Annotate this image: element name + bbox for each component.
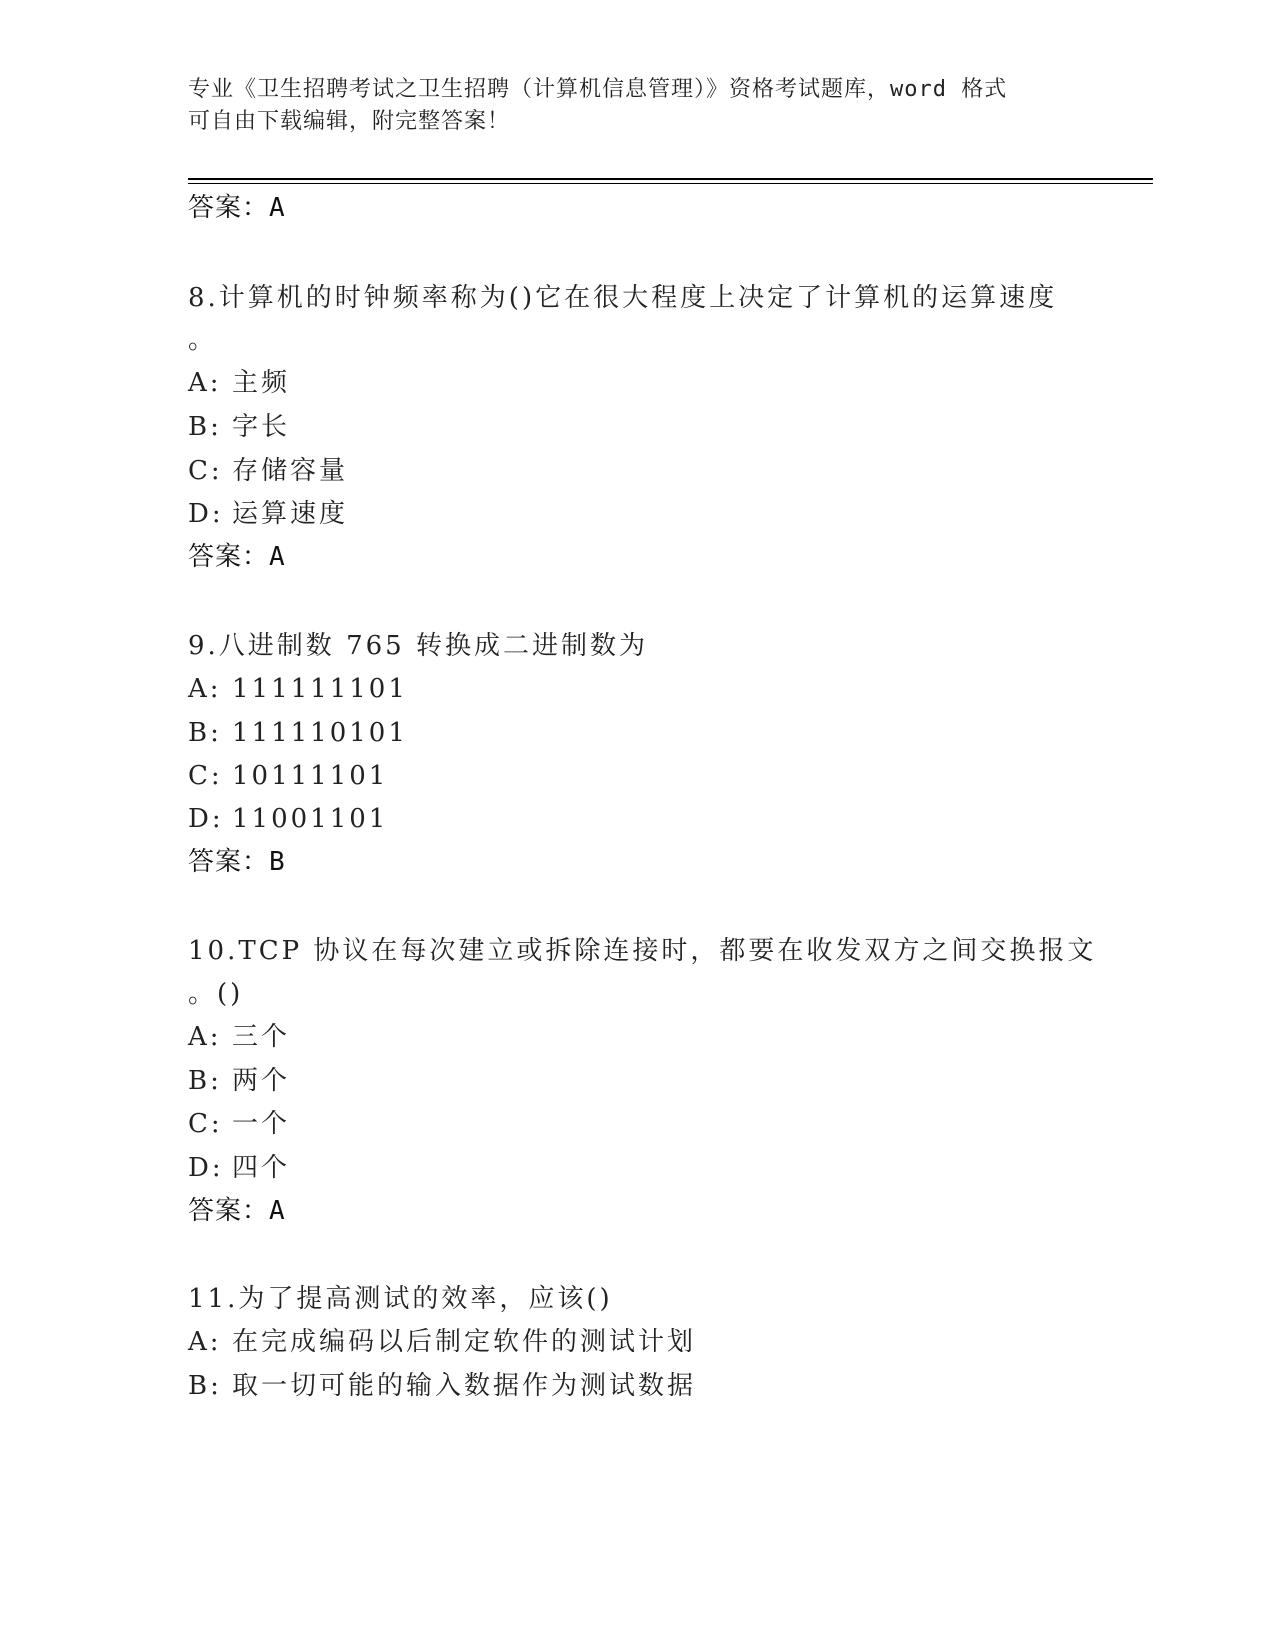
page-header (188, 74, 1068, 138)
question-9-option-d (188, 802, 388, 836)
option-text: 111111101 (232, 674, 408, 704)
option-text: 一个 (232, 1109, 291, 1139)
option-text: 两个 (232, 1066, 291, 1096)
question-8-option-a (188, 366, 290, 400)
option-label: A: (188, 674, 222, 704)
question-10-option-c (188, 1107, 290, 1141)
question-8-stem-continued: 。 (188, 325, 218, 355)
question-10-stem-continued: 。() (188, 979, 244, 1009)
question-11-option-a (188, 1325, 696, 1359)
option-text: 字长 (232, 412, 291, 442)
question-9-stem: 9.八进制数 765 转换成二进制数为 (188, 631, 648, 661)
question-8-option-d (188, 497, 348, 531)
question-9-option-c (188, 759, 388, 793)
option-text: 存储容量 (232, 456, 349, 486)
option-label: B: (188, 412, 222, 442)
question-11-stem: 11.为了提高测试的效率，应该() (188, 1284, 613, 1314)
option-text: 运算速度 (232, 499, 349, 529)
option-text: 三个 (232, 1022, 291, 1052)
option-label: B: (188, 718, 222, 748)
header-line-2: 可自由下载编辑，附完整答案！ (188, 109, 511, 134)
option-text: 在完成编码以后制定软件的测试计划 (232, 1327, 697, 1357)
option-label: D: (188, 1153, 224, 1183)
question-8-option-c (188, 454, 348, 488)
option-text: 111110101 (232, 718, 408, 748)
option-label: C: (188, 1109, 223, 1139)
previous-answer: 答案：A (188, 193, 286, 223)
option-text: 11001101 (232, 804, 389, 834)
option-label: B: (188, 1371, 222, 1401)
option-text: 四个 (232, 1153, 291, 1183)
question-9-answer: 答案：B (188, 847, 286, 877)
option-label: A: (188, 1327, 222, 1357)
option-label: B: (188, 1066, 222, 1096)
question-10-stem: 10.TCP 协议在每次建立或拆除连接时，都要在收发双方之间交换报文 (188, 936, 1097, 966)
question-8-stem: 8.计算机的时钟频率称为()它在很大程度上决定了计算机的运算速度 (188, 283, 1058, 313)
question-10-option-b (188, 1064, 290, 1098)
question-11-option-b (188, 1369, 696, 1403)
option-label: C: (188, 761, 223, 791)
option-label: A: (188, 368, 222, 398)
question-8-answer: 答案：A (188, 542, 286, 572)
option-label: A: (188, 1022, 222, 1052)
question-10-option-a (188, 1020, 290, 1054)
question-9-option-a (188, 672, 408, 706)
option-text: 主频 (232, 368, 291, 398)
option-label: D: (188, 499, 224, 529)
question-8-option-b (188, 410, 290, 444)
option-label: C: (188, 456, 223, 486)
header-divider-top (188, 178, 1153, 180)
option-label: D: (188, 804, 224, 834)
option-text: 取一切可能的输入数据作为测试数据 (232, 1371, 697, 1401)
option-text: 10111101 (232, 761, 389, 791)
question-10-answer: 答案：A (188, 1196, 286, 1226)
question-10-option-d (188, 1151, 290, 1185)
header-divider-bottom (188, 183, 1153, 184)
question-9-option-b (188, 716, 408, 750)
header-line-1: 专业《卫生招聘考试之卫生招聘（计算机信息管理）》资格考试题库，word 格式 (188, 77, 1008, 102)
